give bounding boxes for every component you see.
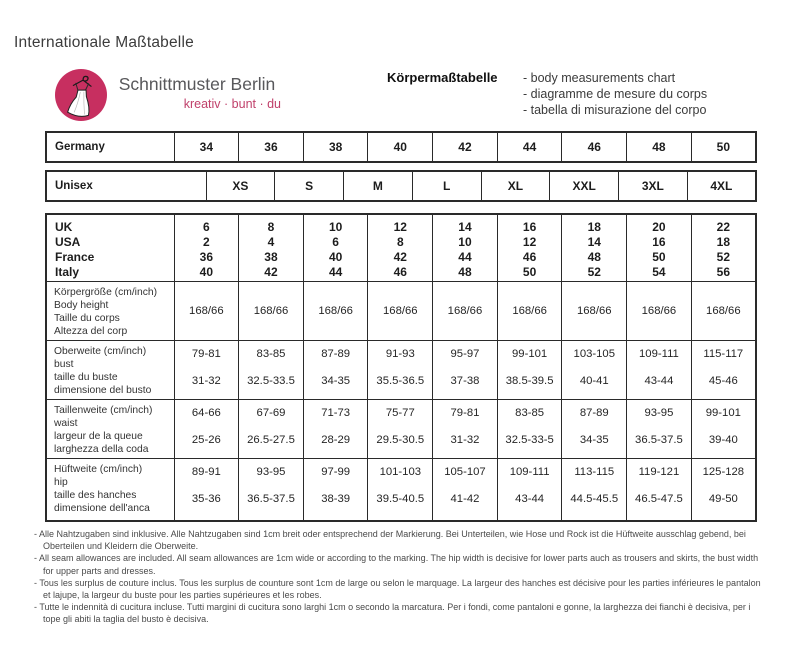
size-cell: 50 [691, 132, 756, 162]
size-value: 6 [332, 235, 339, 249]
inch-value: 39-40 [708, 434, 738, 446]
cm-value: 93-95 [644, 407, 674, 419]
size-value: 36 [199, 250, 213, 264]
inch-value: 29.5-30.5 [376, 434, 425, 446]
measurement-cell [562, 341, 627, 400]
cm-value: 109-111 [639, 348, 679, 360]
size-cell: 4XL [687, 171, 756, 201]
size-value: 4 [267, 235, 275, 249]
size-value: 8 [267, 220, 275, 234]
inch-value: 41-42 [450, 493, 480, 505]
inch-value: 38-39 [321, 493, 351, 505]
cm-value: 95-97 [450, 348, 480, 360]
cm-value: 87-89 [321, 348, 351, 360]
measurement-cell [368, 341, 433, 400]
inch-value: 43-44 [515, 493, 545, 505]
size-value: 46 [393, 265, 407, 279]
measurement-cell [627, 459, 692, 521]
measurement-cell [497, 459, 562, 521]
measurement-cell [368, 459, 433, 521]
size-value: 6 [202, 220, 210, 234]
italy-label: Italy [55, 265, 80, 279]
measurement-cell: 168/66 [433, 282, 498, 341]
measurement-cell: 168/66 [497, 282, 562, 341]
cm-value: 87-89 [579, 407, 609, 419]
measurement-cell [562, 459, 627, 521]
inch-value: 35-36 [191, 493, 221, 505]
measurement-cell [303, 459, 368, 521]
dress-on-hanger-icon [55, 69, 107, 121]
table-row [46, 132, 756, 162]
size-cell: 48 [627, 132, 692, 162]
country-sizes-row [46, 214, 756, 282]
table-row [46, 171, 756, 201]
measurement-cell: 168/66 [303, 282, 368, 341]
hip-row [46, 459, 756, 521]
measurement-cell [239, 400, 304, 459]
bust-row [46, 341, 756, 400]
country-size-cell [497, 214, 562, 282]
measurement-cell [627, 341, 692, 400]
cm-value: 99-101 [705, 407, 741, 419]
size-cell: S [275, 171, 344, 201]
footnote: - Alle Nahtzugaben sind inklusive. Alle Nahtzugaben sind 1cm breit oder entsprechend der Markierung. Bei Unterteilen, wie Hose und Rock ist die Hüftweite ausschlag gebend, bei Oberteilen und Kleidern die Oberweite. [34, 529, 746, 552]
footnote: - Tutte le indennità di cucitura incluse. Tutti margini di cucitura sono larghi 1cm o secondo la marcatura. Per i fondi, come pantaloni e gonne, la larghezza dei fianchi è decisiva, per i tope gli abiti la taglia del busto è decisiva. [34, 602, 751, 625]
size-value: 48 [587, 250, 601, 264]
size-value: 44 [458, 250, 472, 264]
label-line: Hüftweite (cm/inch) [54, 464, 143, 475]
size-value: 52 [587, 265, 601, 279]
germany-label: Germany [46, 132, 174, 162]
cm-value: 101-103 [379, 466, 422, 478]
country-size-cell [433, 214, 498, 282]
measurement-cell [497, 341, 562, 400]
size-value: 20 [652, 220, 666, 234]
size-value: 2 [202, 235, 210, 249]
label-line: Taille du corps [54, 313, 120, 324]
measurement-cell [433, 341, 498, 400]
measurement-cell: 168/66 [627, 282, 692, 341]
measurement-cell [691, 459, 756, 521]
measurement-cell [368, 400, 433, 459]
country-size-cell [174, 214, 239, 282]
measurement-cell: 168/66 [174, 282, 239, 341]
size-value: 44 [328, 265, 343, 279]
cm-value: 105-107 [444, 466, 486, 478]
measurement-cell: 168/66 [239, 282, 304, 341]
inch-value: 43-44 [644, 375, 674, 387]
inch-value: 40-41 [579, 375, 609, 387]
cm-value: 79-81 [191, 348, 221, 360]
country-size-cell [562, 214, 627, 282]
country-size-cell [303, 214, 368, 282]
waist-row-label [46, 400, 174, 459]
size-value: 38 [264, 250, 278, 264]
cm-value: 119-121 [638, 466, 680, 478]
inch-value: 31-32 [191, 375, 221, 387]
bust-row-label [46, 341, 174, 400]
size-cell: 40 [368, 132, 433, 162]
footnote: - Tous les surplus de couture inclus. Tous les surplus de counture sont 1cm de large ou selon le marquage. La largeur des hanches est décisive pour les parties inférieures le pantalon et lajupe, la largeur du buste pour les parties supérieures et les robes. [34, 577, 761, 601]
size-value: 40 [328, 250, 343, 264]
size-cell: M [344, 171, 413, 201]
germany-size-table [45, 131, 757, 163]
inch-value: 37-38 [450, 375, 480, 387]
measurement-cell [239, 341, 304, 400]
size-value: 12 [522, 235, 537, 249]
chart-header-line [387, 70, 707, 86]
size-value: 16 [652, 235, 666, 249]
size-value: 14 [458, 220, 472, 234]
label-line: waist [54, 418, 78, 429]
cm-value: 67-69 [256, 407, 286, 419]
size-value: 22 [716, 220, 730, 234]
measurement-cell: 168/66 [562, 282, 627, 341]
cm-value: 93-95 [256, 466, 286, 478]
measurement-cell [691, 341, 756, 400]
cm-value: 97-99 [321, 466, 351, 478]
size-value: 18 [716, 235, 730, 249]
chart-subtitle-en: - body measurements chart [523, 71, 676, 85]
cm-value: 75-77 [385, 407, 415, 419]
inch-value: 32.5-33.5 [247, 375, 295, 387]
size-cell: 42 [433, 132, 498, 162]
label-line: dimensione dell'anca [54, 503, 150, 514]
size-value: 48 [458, 265, 472, 279]
size-value: 12 [393, 220, 407, 234]
measurement-cell [239, 459, 304, 521]
size-value: 50 [652, 250, 666, 264]
inch-value: 45-46 [708, 375, 738, 387]
label-line: larghezza della coda [54, 444, 149, 455]
inch-value: 38.5-39.5 [505, 375, 554, 387]
measurement-cell [174, 459, 239, 521]
size-value: 56 [716, 265, 730, 279]
size-cell: XL [481, 171, 550, 201]
country-size-cell [691, 214, 756, 282]
cm-value: 71-73 [321, 407, 351, 419]
cm-value: 99-101 [512, 348, 548, 360]
cm-value: 64-66 [191, 407, 221, 419]
inch-value: 34-35 [321, 375, 351, 387]
size-value: 16 [522, 220, 537, 234]
footnote: - All seam allowances are included. All seam allowances are 1cm wide or according to the marking. The hip width is decisive for lower parts auch as trousers and skirts, the bust width for upper parts and dresses. [34, 553, 759, 576]
measurement-cell [303, 341, 368, 400]
inch-value: 39.5-40.5 [376, 493, 425, 505]
label-line: Altezza del corp [54, 326, 128, 337]
country-size-cell [368, 214, 433, 282]
label-line: hip [54, 477, 68, 488]
size-value: 14 [587, 235, 601, 249]
cm-value: 109-111 [509, 466, 550, 478]
unisex-label: Unisex [46, 171, 206, 201]
inch-value: 44.5-45.5 [570, 493, 619, 505]
measurement-cell [303, 400, 368, 459]
size-cell: 3XL [619, 171, 688, 201]
chart-subtitle-it: - tabella di misurazione del corpo [523, 103, 707, 117]
cm-value: 83-85 [515, 407, 545, 419]
label-line: Oberweite (cm/inch) [54, 346, 147, 357]
size-value: 18 [587, 220, 601, 234]
size-value: 42 [393, 250, 407, 264]
cm-value: 115-117 [703, 348, 744, 360]
label-line: taille des hanches [54, 490, 137, 501]
cm-value: 83-85 [256, 348, 286, 360]
size-cell: XS [206, 171, 275, 201]
size-cell: 36 [239, 132, 304, 162]
inch-value: 36.5-37.5 [247, 493, 295, 505]
size-value: 50 [522, 265, 537, 279]
inch-value: 26.5-27.5 [247, 434, 295, 446]
chart-header [387, 70, 707, 118]
measurement-cell [433, 400, 498, 459]
chart-subtitle-fr: - diagramme de mesure du corps [523, 87, 708, 101]
size-value: 8 [396, 235, 404, 249]
size-cell: 38 [303, 132, 368, 162]
unisex-size-table [45, 170, 757, 202]
size-value: 40 [199, 265, 213, 279]
label-line: dimensione del busto [54, 385, 152, 396]
cm-value: 89-91 [191, 466, 221, 478]
footnotes [34, 528, 766, 626]
size-cell: L [412, 171, 481, 201]
label-line: taille du buste [54, 372, 118, 383]
inch-value: 31-32 [450, 434, 480, 446]
usa-label: USA [55, 235, 81, 249]
size-value: 10 [328, 220, 343, 234]
cm-value: 103-105 [573, 348, 615, 360]
country-size-cell [239, 214, 304, 282]
inch-value: 35.5-36.5 [376, 375, 425, 387]
measurement-cell: 168/66 [368, 282, 433, 341]
cm-value: 79-81 [450, 407, 480, 419]
france-label: France [55, 250, 95, 264]
brand-name: Schnittmuster Berlin [118, 74, 276, 94]
measurement-cell [174, 341, 239, 400]
size-cell: 46 [562, 132, 627, 162]
cm-value: 125-128 [702, 466, 745, 478]
measurement-cell: 168/66 [691, 282, 756, 341]
inch-value: 25-26 [191, 434, 221, 446]
inch-value: 46.5-47.5 [635, 493, 683, 505]
measurement-cell [562, 400, 627, 459]
size-value: 52 [716, 250, 730, 264]
size-value: 54 [652, 265, 666, 279]
cm-value: 91-93 [385, 348, 415, 360]
body-height-row-label [46, 282, 174, 341]
country-labels-cell [46, 214, 174, 282]
size-cell: XXL [550, 171, 619, 201]
inch-value: 49-50 [708, 493, 738, 505]
inch-value: 28-29 [321, 434, 351, 446]
hip-row-label [46, 459, 174, 521]
measurement-cell [691, 400, 756, 459]
measurement-cell [497, 400, 562, 459]
label-line: Body height [54, 300, 109, 311]
label-line: bust [54, 359, 74, 370]
inch-value: 34-35 [579, 434, 609, 446]
label-line: largeur de la queue [54, 431, 143, 442]
brand-logo [55, 69, 107, 121]
cm-value: 113-115 [574, 466, 615, 478]
size-cell: 44 [497, 132, 562, 162]
label-line: Taillenweite (cm/inch) [54, 405, 153, 416]
size-value: 46 [522, 250, 537, 264]
label-line: Körpergröße (cm/inch) [54, 287, 157, 298]
waist-row [46, 400, 756, 459]
measurement-cell [627, 400, 692, 459]
size-value: 10 [458, 235, 472, 249]
body-height-row [46, 282, 756, 341]
uk-label: UK [55, 220, 73, 234]
size-cell: 34 [174, 132, 239, 162]
size-value: 42 [264, 265, 278, 279]
inch-value: 32.5-33-5 [505, 434, 554, 446]
measurements-table [45, 213, 757, 522]
page-title: Internationale Maßtabelle [14, 34, 194, 51]
country-size-cell [627, 214, 692, 282]
inch-value: 36.5-37.5 [635, 434, 683, 446]
brand-tagline: kreativ · bunt · du [183, 97, 281, 111]
measurement-cell [433, 459, 498, 521]
measurement-cell [174, 400, 239, 459]
chart-title: Körpermaßtabelle [387, 70, 498, 85]
